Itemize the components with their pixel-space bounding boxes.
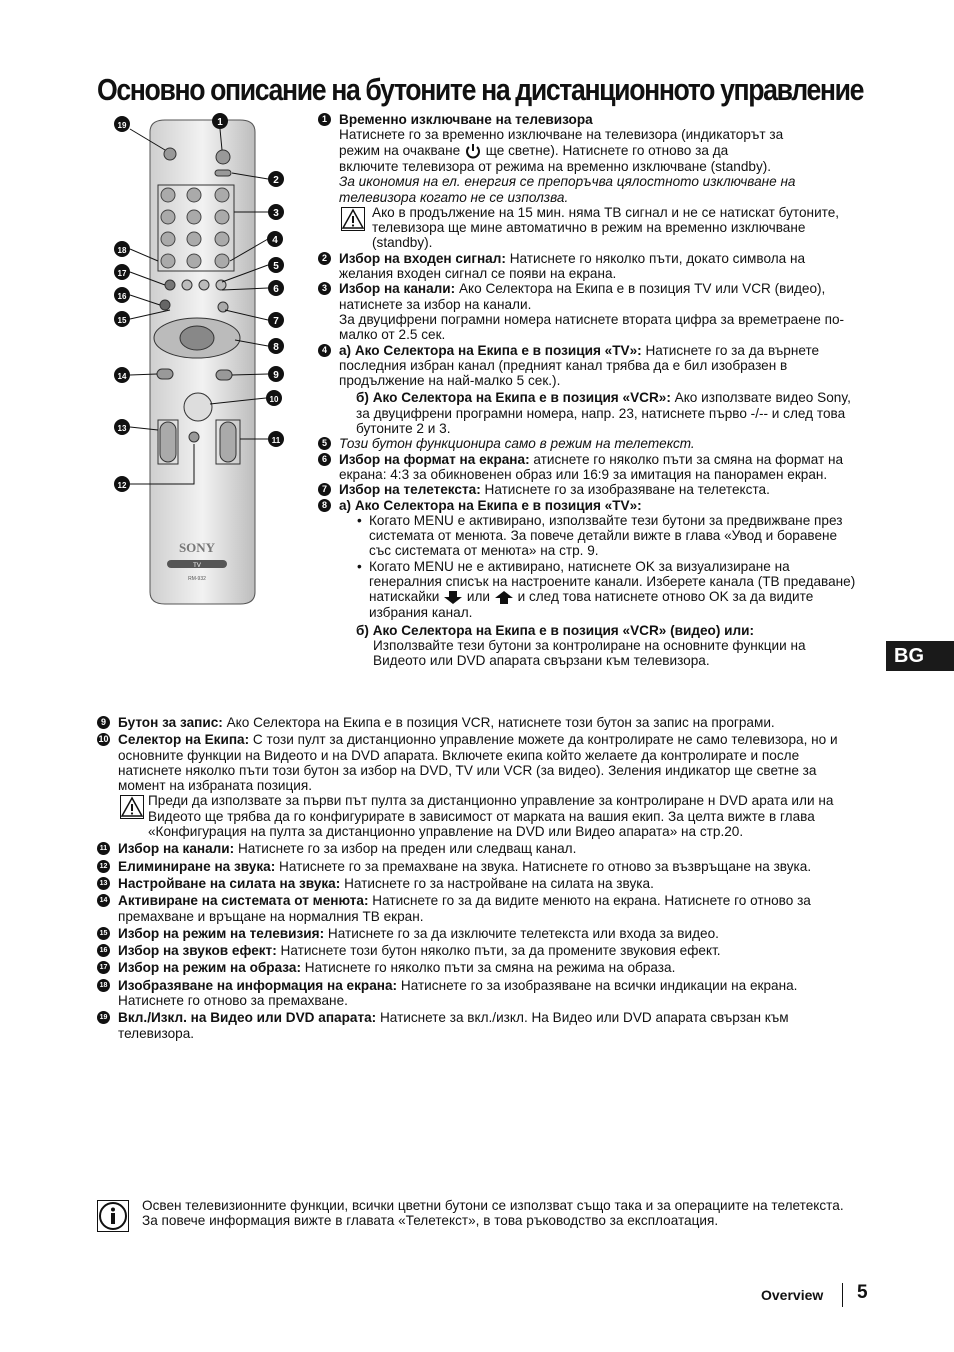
callout-6: 6 — [273, 284, 279, 295]
language-tab: BG — [886, 641, 954, 671]
item-number: 1 — [318, 113, 331, 126]
remote-model: RM-932 — [188, 576, 206, 582]
item-12: 12 Елиминиране на звука: Натиснете го за премахване на звука. Натиснете го отново за възвръщане на звука. — [97, 859, 862, 874]
callout-19: 19 — [117, 121, 127, 130]
callout-8: 8 — [273, 342, 279, 353]
callout-7: 7 — [273, 316, 279, 327]
item-4: 4 а) Ако Селектора на Екипа е в позиция «TV»: Натиснете го за да върнете последния избран канал (предният канал трябва да е бил изобразен в продължение на най-малко 5 сек.). б) Ако Селектора на Екипа е в позиция «VCR»: Ако използвате видео Sony, за двуцифрени програмни номера, напр. 23, натиснете първо -/-- и след това бутоните 2 и 3. — [318, 343, 858, 437]
arrow-up-icon — [494, 590, 514, 605]
remote-tv-label: TV — [193, 563, 201, 569]
info-text: Освен телевизионните функции, всички цветни бутони се използват също така и за операциите на телетекста. За повече информация вижте в главата «Телетекст», в това ръководство за експлоатация. — [142, 1198, 844, 1229]
item-8: 8 а) Ако Селектора на Екипа е в позиция «TV»: • Когато MENU е активирано, използвайте тези бутони за предвижване през системата от менюта. За повече детайли вижте в глава «Увод и боравене със системата от менюта» на стр. 9. • Когато MENU не е активирано, натиснете OK за визуализиране на генералния списък на настроените канали. Изберете канала (ТВ предаване) натискайки или и след това натиснете отново OK за да видите избрания канал. б) Ако Селектора на Екипа е в позиция «VCR» (видео) или: Използвайте тези бутони за контролиране на основните функции на Видеото или DVD апарата свързани към телевизора. — [318, 498, 858, 669]
callout-16: 16 — [117, 292, 127, 301]
remote-brand: SONY — [178, 540, 216, 555]
item-text: Натиснете го за временно изключване на телевизора (индикаторът за — [339, 127, 784, 143]
item-16: 16 Избор на звуков ефект: Натиснете този бутон няколко пъти, за да промените звуковия ефект. — [97, 943, 862, 958]
list-item: • Когато MENU не е активирано, натиснете OK за визуализиране на генералния списък на настроените канали. Изберете канала (ТВ предаване) натискайки или и след това натиснете отново OK за да видите избрания канал. — [339, 559, 858, 621]
item-11: 11 Избор на канали: Натиснете го за избор на преден или следващ канал. — [97, 841, 862, 856]
callout-11: 11 — [271, 436, 281, 445]
info-note — [97, 1198, 857, 1229]
item-6: 6 Избор на формат на екрана: атиснете го няколко пъти за смяна на формат на екрана: 4:3 за обикновенен образ или 16:9 за имитация на панорамен екран. — [318, 452, 858, 483]
item-text: включите телевизора от режима на временно изключване (standby). — [339, 159, 772, 174]
item-14: 14 Активиране на системата от менюта: Натиснете го за да видите менюто на екрана. Натиснете го отново за премахване и връщане на нормалния ТВ екран. — [97, 893, 862, 924]
description-column — [318, 112, 858, 668]
item-9: 9 Бутон за запис: Ако Селектора на Екипа е в позиция VCR, натиснете този бутон за запис на програми. — [97, 715, 862, 730]
item-3: 3 Избор на канали: Ако Селектора на Екипа е в позиция TV или VCR (видео), натиснете за избор на канали. За двуцифрени пограмни номера натиснете втората цифра за времетраене по-малко от 2.5 сек. — [318, 281, 858, 342]
list-item: • Когато MENU е активирано, използвайте тези бутони за предвижване през системата от менюта. За повече детайли вижте в глава «Увод и боравене със системата от менюта» на стр. 9. — [339, 513, 858, 559]
lower-description-list — [97, 715, 862, 1043]
callout-9: 9 — [273, 370, 279, 381]
item-17: 17 Избор на режим на образа: Натиснете го няколко пъти за смяна на режима на образа. — [97, 960, 862, 975]
footer-divider — [842, 1283, 843, 1307]
callout-17: 17 — [117, 269, 127, 278]
page-title: Основно описание на бутоните на дистанционното управление — [97, 72, 864, 107]
power-icon — [464, 143, 482, 159]
callout-14: 14 — [117, 372, 127, 381]
callout-2: 2 — [273, 175, 279, 186]
footer-section-label: Overview — [761, 1287, 824, 1303]
warning-triangle-icon — [120, 795, 144, 819]
item-7: 7 Избор на телетекста: Натиснете го за изобразяване на телетекста. — [318, 482, 858, 497]
item-5: 5 Този бутон функционира само в режим на телетекст. — [318, 436, 858, 451]
warning-triangle-icon — [341, 207, 365, 231]
warning-note: Ако в продължение на 15 мин. няма ТВ сигнал и не се натискат бутоните, телевизора ще мине автоматично в режим на временно изключване (standby). — [339, 205, 858, 251]
callout-3: 3 — [273, 208, 279, 219]
item-italic-note: За икономия на ел. енергия се препоръчва цялостното изключване на телевизора когато не се използва. — [339, 174, 796, 205]
item-text-line: режим на очакване ще светне). Натиснете го отново за да — [339, 142, 729, 158]
item-15: 15 Избор на режим на телевизия: Натиснете го за да изключите телетекста или входа за видео. — [97, 926, 862, 941]
arrow-down-icon — [443, 590, 463, 605]
item-label: Временно изключване на телевизора — [339, 112, 593, 127]
callout-18: 18 — [117, 246, 127, 255]
item-19: 19 Вкл./Изкл. на Видео или DVD апарата: Натиснете за вкл./изкл. На Видео или DVD апарата свързан към телевизора. — [97, 1010, 862, 1041]
callout-1: 1 — [217, 117, 223, 128]
item-1 — [318, 112, 858, 251]
item-2: 2 Избор на входен сигнал: Натиснете го няколко пъти, докато символа на желания входен сигнал се появи на екрана. — [318, 251, 858, 282]
item-10: 10 Селектор на Екипа: С този пулт за дистанционно управление можете да контролирате не само телевизора, но и основните функции на Видеото и на DVD апарата. Включете екипа който желаете да контролирате и после натиснете няколко пъти този бутон за избор на DVD, TV или VCR (за видео). Зеления индикатор ще светне за момент на избраната позиция. Преди да използвате за първи път пулта за дистанционно управление за контролиране н DVD арата или на Видеото ще трябва да го конфигурирате в зависимост от марката на вашия екип. За целта вижте в глава «Конфигурация на пулта за дистанционно управление на DVD или Видео апарата» на стр.20. — [97, 732, 862, 839]
info-icon — [97, 1200, 129, 1232]
warning-note: Преди да използвате за първи път пулта за дистанционно управление за контролиране н DVD арата или на Видеото ще трябва да го конфигурирате в зависимост от марката на вашия екип. За целта вижте в глава «Конфигурация на пулта за дистанционно управление на DVD или Видео апарата» на стр.20. — [118, 793, 862, 839]
item-13: 13 Настройване на силата на звука: Натиснете го за настройване на силата на звука. — [97, 876, 862, 891]
item-4-b: б) Ако Селектора на Екипа е в позиция «VCR»: Ако използвате видео Sony, за двуцифрени програмни номера, напр. 23, натиснете първо -/-- и след това бутоните 2 и 3. — [356, 390, 851, 437]
callout-13: 13 — [117, 424, 127, 433]
callout-10: 10 — [269, 395, 279, 404]
item-18: 18 Изобразяване на информация на екрана: Натиснете го за изобразяване на всички индикации на екрана. Натиснете го отново за премахване. — [97, 978, 862, 1009]
page-number: 5 — [857, 1282, 868, 1303]
item-8-b: б) Ако Селектора на Екипа е в позиция «VCR» (видео) или: Използвайте тези бутони за контролиране на основните функции на Видеото или DVD апарата свързани към телевизора. — [356, 622, 806, 669]
callout-4: 4 — [272, 235, 278, 246]
callout-12: 12 — [117, 481, 127, 490]
remote-control-illustration — [110, 112, 310, 612]
callout-15: 15 — [117, 316, 127, 325]
callout-5: 5 — [273, 261, 279, 272]
